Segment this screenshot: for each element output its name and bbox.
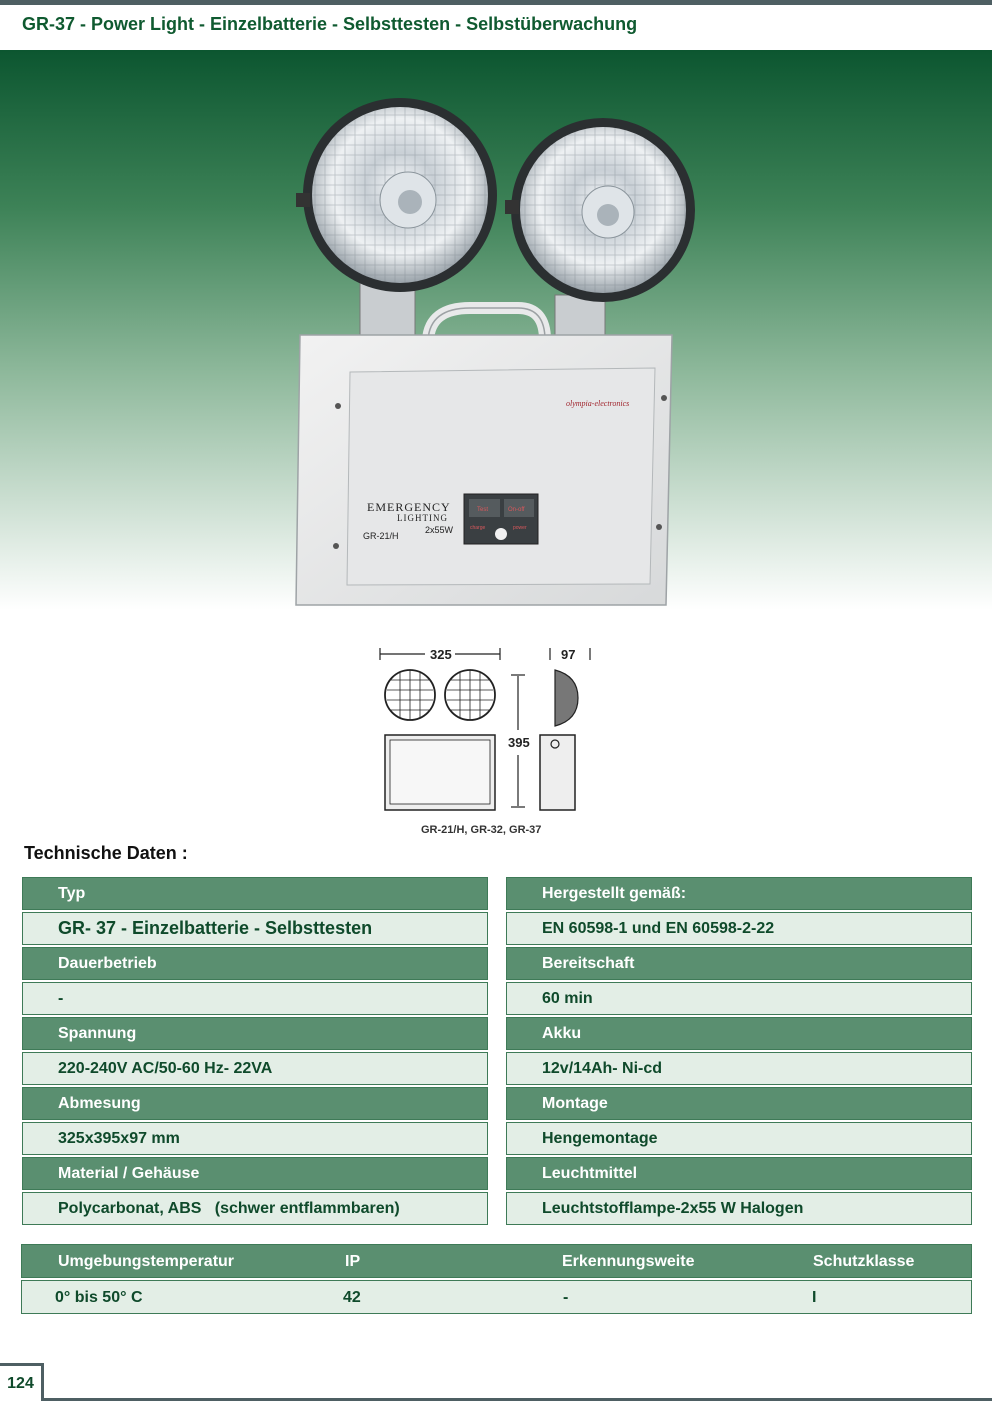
panel-label-lighting: LIGHTING [397,513,448,523]
product-photo [0,50,992,610]
panel-label-emergency: EMERGENCY [367,500,451,514]
drawing-caption: GR-21/H, GR-32, GR-37 [421,824,542,836]
specs-left-column [22,877,488,1227]
value-schutzklasse: I [812,1289,817,1306]
header-erkennungsweite: Erkennungsweite [562,1253,695,1270]
dimension-height: 395 [508,735,530,750]
page-number: 124 [0,1363,44,1401]
spec-value-bereitschaft: 60 min [506,982,972,1015]
spec-label-hergestellt: Hergestellt gemäß: [506,877,972,910]
spec-value-hergestellt: EN 60598-1 und EN 60598-2-22 [506,912,972,945]
header-ip: IP [345,1253,361,1270]
spec-label-material: Material / Gehäuse [22,1157,488,1190]
spec-value-leuchtmittel: Leuchtstofflampe-2x55 W Halogen [506,1192,972,1225]
panel-test-label: Test [477,507,489,513]
spec-value-spannung: 220-240V AC/50-60 Hz- 22VA [22,1052,488,1085]
page-title: GR-37 - Power Light - Einzelbatterie - Selbsttesten - Selbstüberwachung [22,14,638,34]
emergency-light-housing [296,335,672,605]
spec-value-akku: 12v/14Ah- Ni-cd [506,1052,972,1085]
spec-label-leuchtmittel: Leuchtmittel [506,1157,972,1190]
brand-logo: olympia-electronics [566,399,630,408]
spec-value-dauerbetrieb: - [22,982,488,1015]
value-umgebungstemperatur: 0° bis 50° C [55,1289,143,1306]
panel-charge-label: charge [470,525,486,531]
spec-label-dauerbetrieb: Dauerbetrieb [22,947,488,980]
dimension-drawing [360,640,620,840]
spec-value-montage: Hengemontage [506,1122,972,1155]
product-photo-area [0,50,992,610]
spec-value-material: Polycarbonat, ABS (schwer entflammbaren) [22,1192,488,1225]
dimension-depth: 97 [561,647,576,662]
spec-label-typ: Typ [22,877,488,910]
table-header-row [21,1244,972,1278]
value-erkennungsweite: - [563,1289,569,1306]
spec-value-typ: GR- 37 - Einzelbatterie - Selbsttesten [22,912,488,945]
section-title: Technische Daten : [24,843,188,863]
footer-rule [44,1398,992,1401]
panel-label-model: GR-21/H [363,531,399,541]
spec-label-bereitschaft: Bereitschaft [506,947,972,980]
panel-power-label: power [513,525,527,531]
header-umgebungstemperatur: Umgebungstemperatur [58,1253,235,1270]
spec-label-akku: Akku [506,1017,972,1050]
panel-onoff-label: On-off [508,507,525,513]
table-row [21,1280,972,1314]
spec-value-abmesung: 325x395x97 mm [22,1122,488,1155]
specs-right-column [506,877,972,1227]
spec-label-spannung: Spannung [22,1017,488,1050]
top-rule [0,0,992,5]
header-schutzklasse: Schutzklasse [813,1253,915,1270]
dimension-width: 325 [430,647,452,662]
environment-table [21,1244,972,1314]
panel-label-power: 2x55W [425,525,454,535]
spec-label-montage: Montage [506,1087,972,1120]
value-ip: 42 [343,1289,361,1306]
spec-label-abmesung: Abmesung [22,1087,488,1120]
